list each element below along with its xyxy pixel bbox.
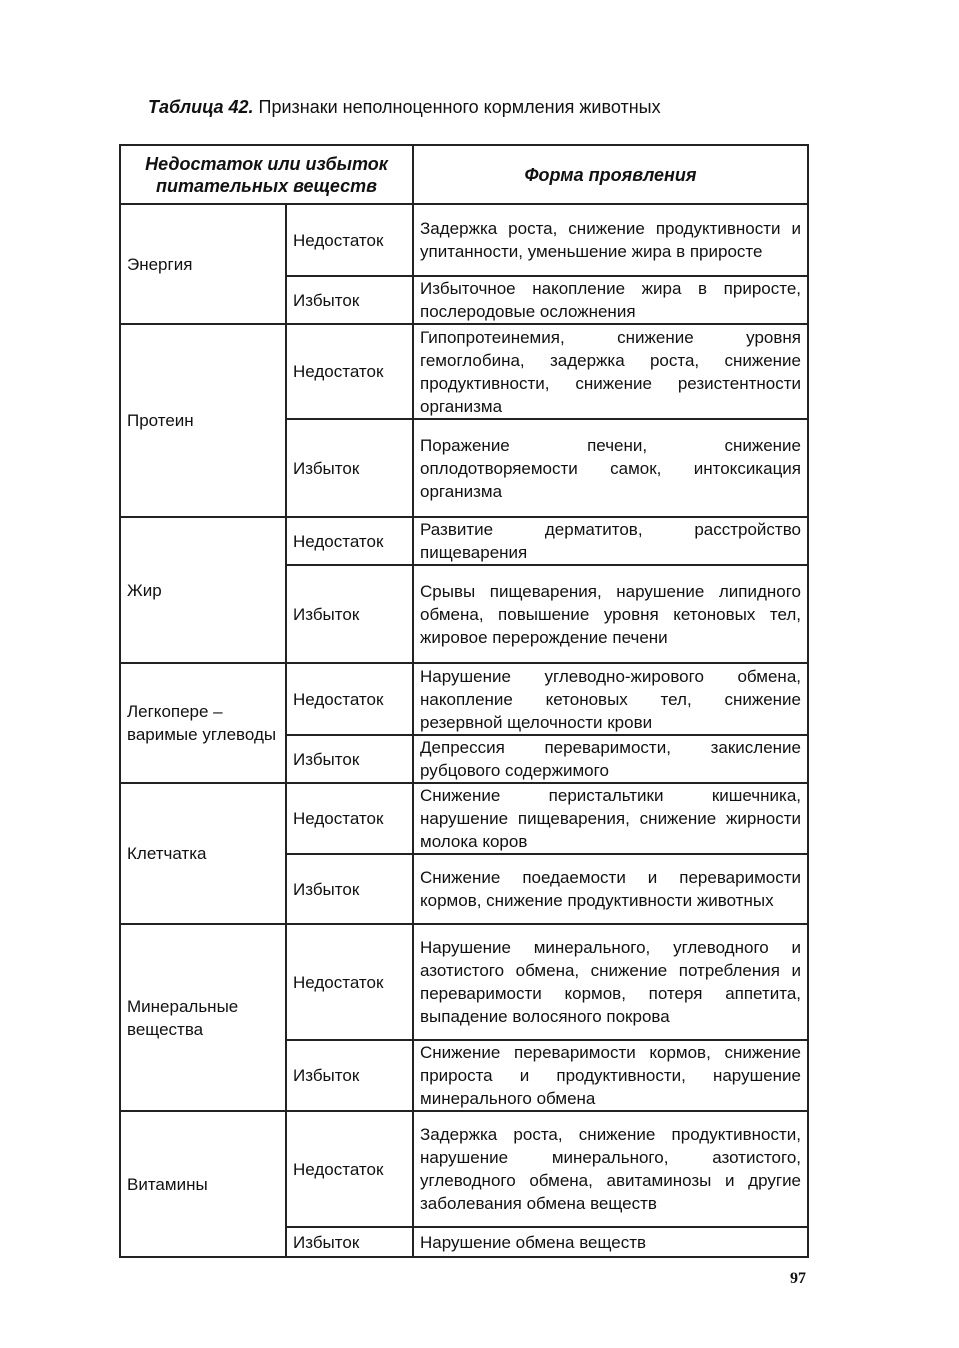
manifestation-cell: Поражение печени, снижение оплодотворяемости самок, интоксикация организма — [413, 419, 808, 517]
manifestation-cell: Нарушение минерального, углеводного и азотистого обмена, снижение потребления и переваримости кормов, потеря аппетита, выпадение волосяного покрова — [413, 924, 808, 1040]
manifestation-cell: Снижение поедаемости и переваримости кормов, снижение продуктивности животных — [413, 854, 808, 924]
manifestation-cell: Срывы пищеварения, нарушение липидного обмена, повышение уровня кетоновых тел, жировое перерождение печени — [413, 565, 808, 663]
nutrient-cell: Жир — [120, 517, 286, 663]
kind-cell: Недостаток — [286, 517, 413, 565]
manifestation-cell: Гипопротеинемия, снижение уровня гемоглобина, задержка роста, снижение продуктивности, снижение резистентности организма — [413, 324, 808, 419]
manifestation-cell: Нарушение углеводно-жирового обмена, накопление кетоновых тел, снижение резервной щелочности крови — [413, 663, 808, 735]
kind-cell: Избыток — [286, 565, 413, 663]
nutrient-cell: Энергия — [120, 204, 286, 324]
kind-cell: Избыток — [286, 276, 413, 324]
table-caption — [148, 97, 661, 118]
page-number: 97 — [790, 1270, 806, 1287]
table-row — [120, 517, 808, 565]
manifestation-cell: Избыточное накопление жира в приросте, послеродовые осложнения — [413, 276, 808, 324]
kind-cell: Недостаток — [286, 783, 413, 854]
kind-cell: Недостаток — [286, 324, 413, 419]
manifestation-cell: Задержка роста, снижение продуктивности, нарушение минерального, азотистого, углеводного обмена, авитаминозы и другие заболевания обмена веществ — [413, 1111, 808, 1227]
table-row — [120, 204, 808, 276]
manifestation-cell: Задержка роста, снижение продуктивности и упитанности, уменьшение жира в приросте — [413, 204, 808, 276]
manifestation-cell: Нарушение обмена веществ — [413, 1227, 808, 1257]
kind-cell: Недостаток — [286, 1111, 413, 1227]
nutrient-cell: Минеральные вещества — [120, 924, 286, 1111]
table-row — [120, 924, 808, 1040]
kind-cell: Избыток — [286, 1040, 413, 1111]
kind-cell: Избыток — [286, 1227, 413, 1257]
kind-cell: Избыток — [286, 419, 413, 517]
caption-label: Таблица 42. — [148, 97, 254, 117]
table-row — [120, 324, 808, 419]
kind-cell: Недостаток — [286, 924, 413, 1040]
table-row — [120, 783, 808, 854]
kind-cell: Избыток — [286, 854, 413, 924]
table-header-row — [120, 145, 808, 204]
table-row — [120, 663, 808, 735]
manifestation-cell: Снижение переваримости кормов, снижение прироста и продуктивности, нарушение минерального обмена — [413, 1040, 808, 1111]
caption-text: Признаки неполноценного кормления животных — [258, 97, 661, 117]
feeding-signs-table — [119, 144, 809, 1258]
nutrient-cell: Протеин — [120, 324, 286, 517]
manifestation-cell: Депрессия переваримости, закисление рубцового содержимого — [413, 735, 808, 783]
header-nutrient: Недостаток или избыток питательных веществ — [120, 145, 413, 204]
table-row — [120, 1111, 808, 1227]
kind-cell: Недостаток — [286, 204, 413, 276]
header-manifestation: Форма проявления — [413, 145, 808, 204]
manifestation-cell: Развитие дерматитов, расстройство пищеварения — [413, 517, 808, 565]
nutrient-cell: Легкопере – варимые углеводы — [120, 663, 286, 783]
manifestation-cell: Снижение перистальтики кишечника, нарушение пищеварения, снижение жирности молока коров — [413, 783, 808, 854]
nutrient-cell: Витамины — [120, 1111, 286, 1257]
kind-cell: Недостаток — [286, 663, 413, 735]
nutrient-cell: Клетчатка — [120, 783, 286, 924]
kind-cell: Избыток — [286, 735, 413, 783]
